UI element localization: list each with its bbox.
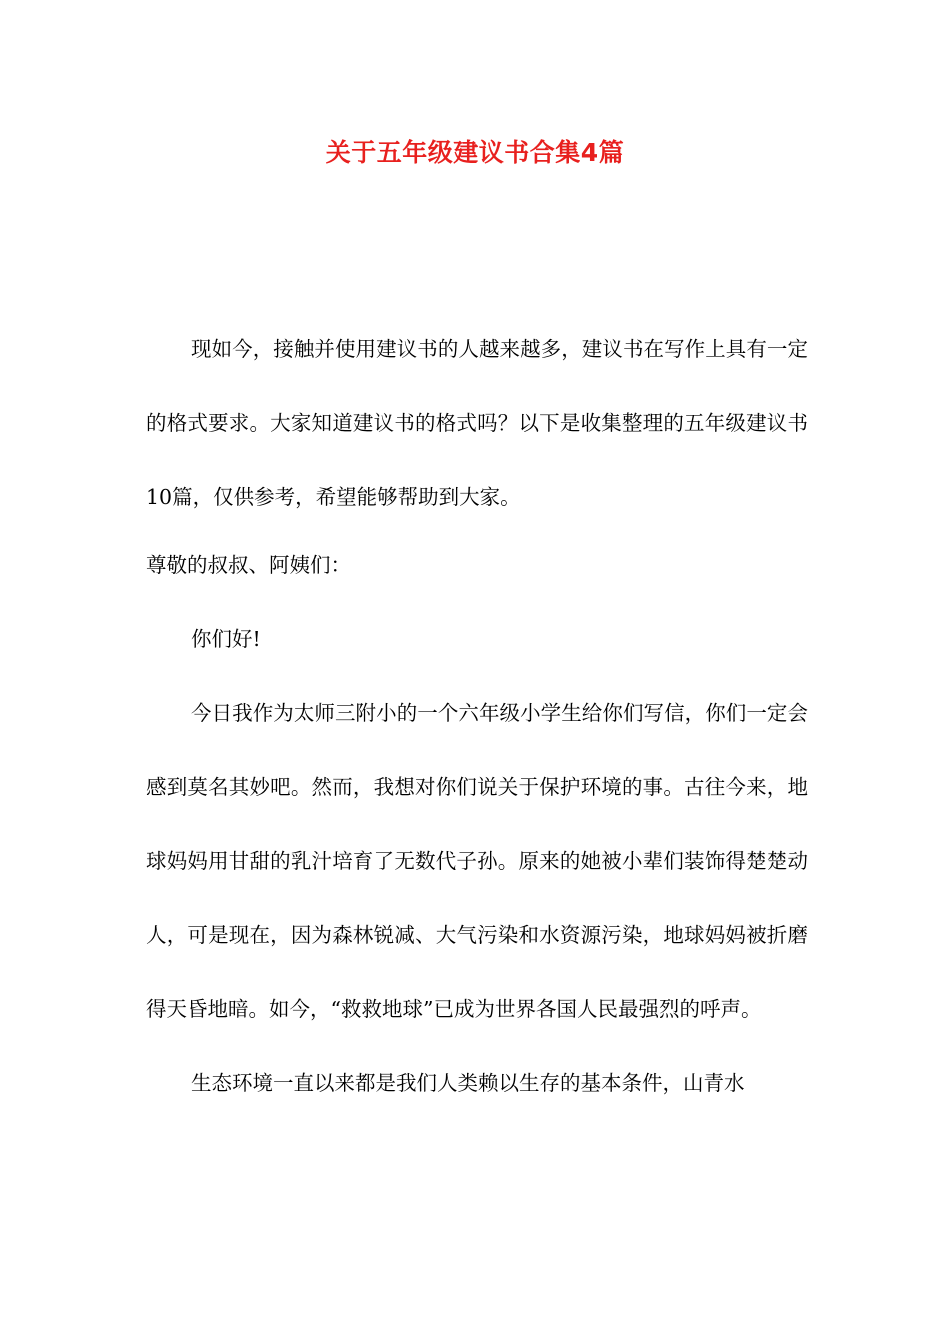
document-body [146, 312, 808, 1120]
paragraph-intro: 现如今，接触并使用建议书的人越来越多，建议书在写作上具有一定的格式要求。大家知道建议书的格式吗？以下是收集整理的五年级建议书10篇，仅供参考，希望能够帮助到大家。 [146, 337, 808, 509]
paragraph-greeting: 你们好! [191, 627, 261, 651]
paragraph-body-2: 生态环境一直以来都是我们人类赖以生存的基本条件，山青水 [191, 1071, 745, 1095]
paragraph-body-1: 今日我作为太师三附小的一个六年级小学生给你们写信，你们一定会感到莫名其妙吧。然而，我想对你们说关于保护环境的事。古往今来，地球妈妈用甘甜的乳汁培育了无数代子孙。原来的她被小辈们装饰得楚楚动人，可是现在，因为森林锐减、大气污染和水资源污染，地球妈妈被折磨得天昏地暗。如今，“救救地球”已成为世界各国人民最强烈的呼声。 [146, 701, 808, 1021]
paragraph-salutation: 尊敬的叔叔、阿姨们： [146, 553, 351, 577]
document-title: 关于五年级建议书合集4篇 [325, 138, 625, 167]
